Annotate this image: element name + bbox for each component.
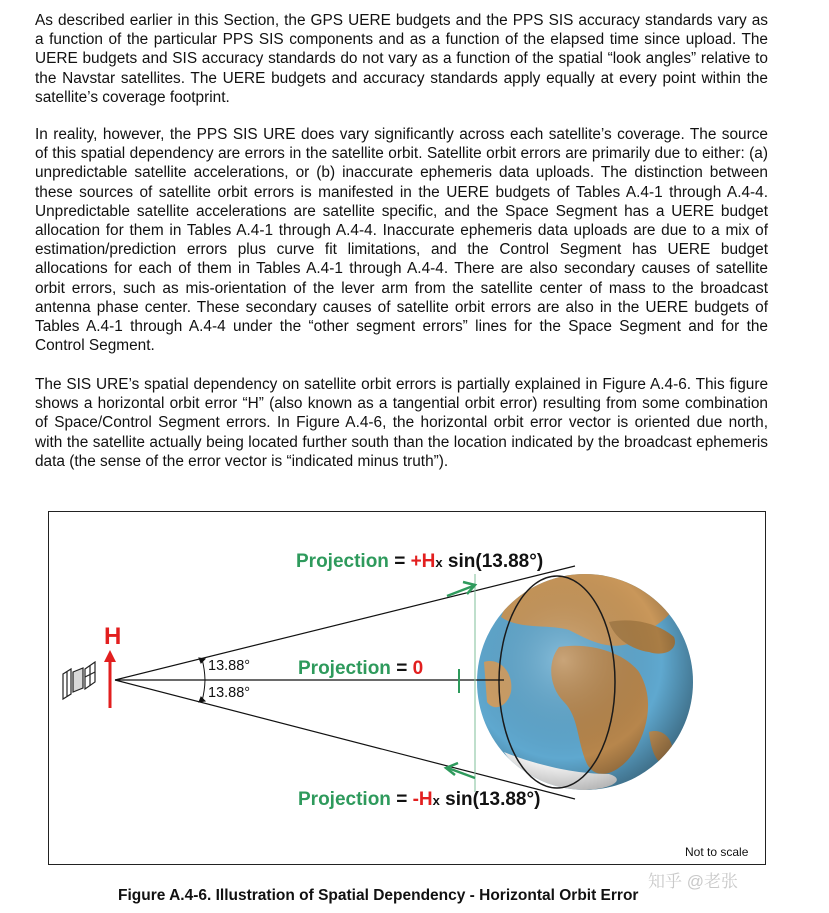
figure-caption: Figure A.4-6. Illustration of Spatial Dependency - Horizontal Orbit Error [118,887,639,904]
figure-frame [48,511,766,865]
h-error-label: H [104,623,122,650]
angle-top-label: 13.88° [208,658,251,674]
watermark: 知乎 @老张 [648,872,738,891]
paragraph-orbit-errors: In reality, however, the PPS SIS URE does vary significantly across each satellite’s coverage. The source of this spatial dependency are errors in the satellite orbit. Satellite orbit errors are primarily due to either: (a) unpredictable satellite accelerations, or (b) inaccurate ephemeris data uploads. The distinction between these sources of satellite orbit errors is manifested in the UERE budgets of Tables A.4-1 through A.4-4. Unpredictable satellite accelerations are satellite specific, and the Space Segment has a UERE budget allocation for them in Tables A.4-1 through A.4-4. Inaccurate ephemeris data uploads are due to a mix of estimation/prediction errors plus curve fit limitations, and the Control Segment has UERE budget allocations for each of them in Tables A.4-1 through A.4-4. There are also secondary causes of satellite orbit errors, such as mis-orientation of the lever arm from the satellite center of mass to the broadcast antenna phase center. These secondary causes of satellite orbit errors are also in the UERE budgets of Tables A.4-1 through A.4-4 under the “other segment errors” lines for the Space Segment and for the Control Segment. [35,126,768,355]
paragraph-figure-intro: The SIS URE’s spatial dependency on satellite orbit errors is partially explained in Figure A.4-6. This figure shows a horizontal orbit error “H” (also known as a tangential orbit error) resulting from some combination of Space/Control Segment errors. In Figure A.4-6, the horizontal orbit error vector is oriented due north, with the satellite actually being located further south than the location indicated by the broadcast ephemeris data (the sense of the error vector is “indicated minus truth”). [35,376,768,470]
h-error-arrow [104,650,116,708]
not-to-scale-note: Not to scale [685,845,749,859]
projection-top-label: Projection = +Hx sin(13.88°) [296,551,544,572]
angle-bottom-label: 13.88° [208,685,251,701]
projection-middle-label: Projection = 0 [298,658,424,679]
paragraph-look-angles: As described earlier in this Section, the GPS UERE budgets and the PPS SIS accuracy standards vary as a function of the particular PPS SIS components and as a function of the elapsed time since upload. The UERE budgets and SIS accuracy standards do not vary as a function of the spatial “look angles” relative to the Navstar satellites. The UERE budgets and accuracy standards apply equally at every point within the satellite’s coverage footprint. [35,12,768,106]
satellite-icon [63,662,95,699]
projection-bottom-label: Projection = -Hx sin(13.88°) [298,789,541,810]
earth-globe [477,571,693,790]
